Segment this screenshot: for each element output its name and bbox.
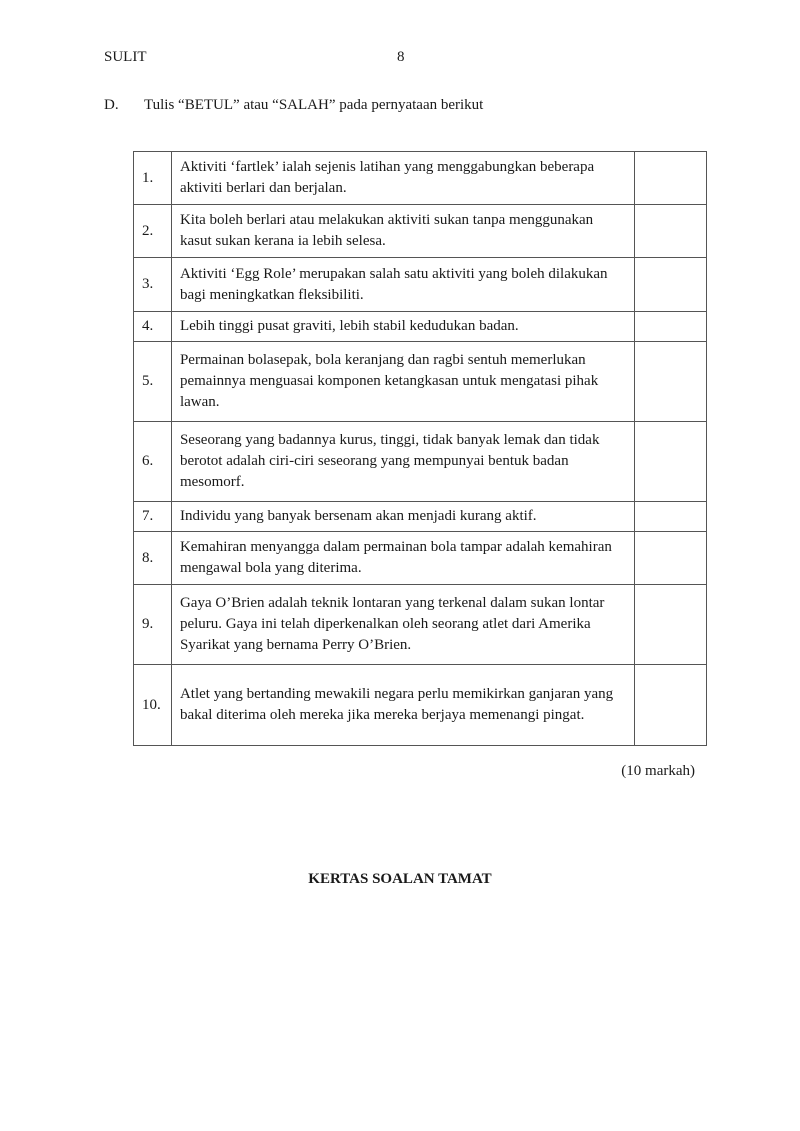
question-number: 7. [134, 502, 172, 532]
table-row [134, 258, 707, 312]
table-row [134, 532, 707, 585]
question-number: 4. [134, 312, 172, 342]
table-row [134, 585, 707, 665]
question-number: 6. [134, 422, 172, 502]
question-number: 9. [134, 585, 172, 665]
question-number: 5. [134, 342, 172, 422]
answer-cell[interactable] [635, 665, 707, 746]
question-text: Seseorang yang badannya kurus, tinggi, tidak banyak lemak dan tidak berotot adalah ciri-ciri seseorang yang mempunyai bentuk badan mesomorf. [171, 422, 634, 502]
table-row [134, 422, 707, 502]
question-text: Gaya O’Brien adalah teknik lontaran yang terkenal dalam sukan lontar peluru. Gaya ini telah diperkenalkan oleh seorang atlet dari Amerika Syarikat yang bernama Perry O’Brien. [171, 585, 634, 665]
header-classification: SULIT [104, 49, 147, 65]
answer-cell[interactable] [635, 342, 707, 422]
end-of-paper-title: KERTAS SOALAN TAMAT [308, 871, 492, 887]
answer-cell[interactable] [635, 585, 707, 665]
question-text: Kemahiran menyangga dalam permainan bola tampar adalah kemahiran mengawal bola yang diterima. [171, 532, 634, 585]
answer-cell[interactable] [635, 312, 707, 342]
question-number: 1. [134, 152, 172, 205]
table-row [134, 312, 707, 342]
answer-cell[interactable] [635, 502, 707, 532]
question-number: 3. [134, 258, 172, 312]
table-row [134, 502, 707, 532]
table-row [134, 342, 707, 422]
page-number: 8 [397, 49, 405, 65]
answer-cell[interactable] [635, 258, 707, 312]
answer-cell[interactable] [635, 152, 707, 205]
section-instruction-row [104, 97, 483, 114]
answer-cell[interactable] [635, 205, 707, 258]
question-text: Permainan bolasepak, bola keranjang dan ragbi sentuh memerlukan pemainnya menguasai komponen ketangkasan untuk mengatasi pihak lawan. [171, 342, 634, 422]
table-row [134, 152, 707, 205]
answer-cell[interactable] [635, 532, 707, 585]
question-number: 2. [134, 205, 172, 258]
question-number: 8. [134, 532, 172, 585]
question-text: Kita boleh berlari atau melakukan aktiviti sukan tanpa menggunakan kasut sukan kerana ia lebih selesa. [171, 205, 634, 258]
question-text: Aktiviti ‘Egg Role’ merupakan salah satu aktiviti yang boleh dilakukan bagi meningkatkan fleksibiliti. [171, 258, 634, 312]
question-text: Atlet yang bertanding mewakili negara perlu memikirkan ganjaran yang bakal diterima oleh mereka jika mereka berjaya memenangi pingat. [171, 665, 634, 746]
question-number: 10. [134, 665, 172, 746]
question-text: Individu yang banyak bersenam akan menjadi kurang aktif. [171, 502, 634, 532]
table-row [134, 205, 707, 258]
question-text: Aktiviti ‘fartlek’ ialah sejenis latihan yang menggabungkan beberapa aktiviti berlari dan berjalan. [171, 152, 634, 205]
section-instruction: Tulis “BETUL” atau “SALAH” pada pernyataan berikut [144, 97, 484, 113]
question-text: Lebih tinggi pusat graviti, lebih stabil kedudukan badan. [171, 312, 634, 342]
section-letter: D. [104, 97, 119, 113]
table-row [134, 665, 707, 746]
questions-table [133, 151, 707, 746]
answer-cell[interactable] [635, 422, 707, 502]
marks-label: (10 markah) [621, 763, 695, 779]
